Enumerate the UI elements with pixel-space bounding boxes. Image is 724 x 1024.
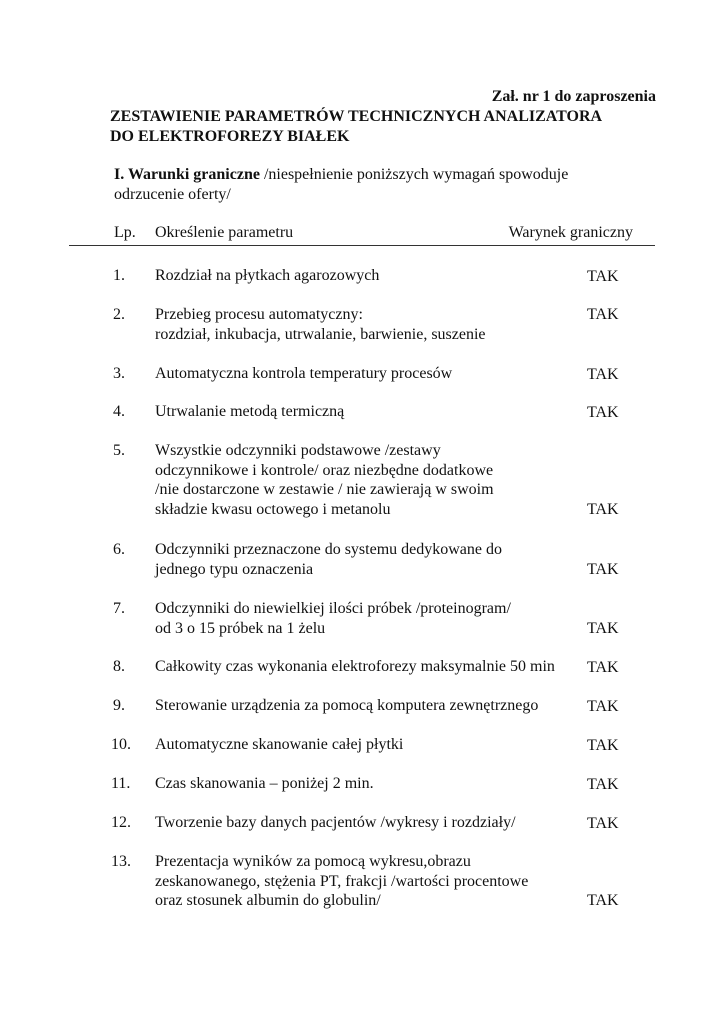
table-row (0, 540, 724, 579)
row-value: TAK (587, 560, 619, 578)
row-value: TAK (587, 736, 619, 754)
row-parameter: Rozdział na płytkach agarozowych (155, 267, 380, 284)
table-row (0, 364, 724, 384)
table-row (0, 441, 724, 519)
row-number: 5. (113, 442, 125, 459)
table-row (0, 305, 724, 344)
table-row (0, 813, 724, 833)
row-number: 9. (113, 697, 125, 714)
table-row (0, 774, 724, 794)
row-parameter: Czas skanowania – poniżej 2 min. (155, 775, 374, 792)
row-value: TAK (587, 619, 619, 637)
attachment-label: Zał. nr 1 do zaproszenia (491, 88, 656, 105)
title-line-2: DO ELEKTROFOREZY BIAŁEK (110, 128, 350, 145)
row-value: TAK (587, 775, 619, 793)
row-number: 3. (113, 365, 125, 382)
table-row (0, 402, 724, 422)
table-row (0, 696, 724, 716)
row-parameter: Automatyczna kontrola temperatury procesów (155, 365, 453, 382)
row-value: TAK (587, 365, 619, 383)
column-header-parameter: Określenie parametru (155, 224, 294, 241)
row-number: 10. (111, 736, 131, 753)
row-number: 1. (113, 267, 125, 284)
row-value: TAK (587, 403, 619, 421)
title-line-1: ZESTAWIENIE PARAMETRÓW TECHNICZNYCH ANALIZATORA (110, 108, 603, 125)
row-number: 6. (113, 541, 125, 558)
row-parameter: Odczynniki do niewielkiej ilości próbek /proteinogram/ od 3 o 15 próbek na 1 żelu (155, 600, 511, 637)
column-header-lp: Lp. (114, 224, 136, 241)
table-row (0, 657, 724, 677)
table-row (0, 852, 724, 910)
row-value: TAK (587, 267, 619, 285)
row-parameter: Całkowity czas wykonania elektroforezy maksymalnie 50 min (155, 658, 555, 675)
row-value: TAK (587, 658, 619, 676)
table-header (0, 224, 724, 244)
row-number: 11. (111, 775, 131, 792)
section-heading-bold: I. Warunki graniczne (114, 166, 260, 183)
section-heading (114, 165, 614, 205)
row-number: 8. (113, 658, 125, 675)
row-value: TAK (587, 697, 619, 715)
table-row (0, 735, 724, 755)
row-number: 7. (113, 600, 125, 617)
row-value: TAK (587, 814, 619, 832)
header-divider (69, 245, 655, 246)
row-parameter: Utrwalanie metodą termiczną (155, 403, 345, 420)
row-parameter: Sterowanie urządzenia za pomocą komputera zewnętrznego (155, 697, 539, 714)
row-value: TAK (587, 500, 619, 518)
row-value: TAK (587, 891, 619, 909)
document-title (110, 107, 670, 147)
row-number: 12. (111, 814, 131, 831)
row-number: 13. (111, 853, 131, 870)
section-heading-note: /niespełnienie poniższych wymagań spowoduje odrzucenie oferty/ (114, 166, 569, 203)
row-number: 4. (113, 403, 125, 420)
table-row (0, 599, 724, 638)
row-value: TAK (587, 306, 619, 323)
row-parameter: Automatyczne skanowanie całej płytki (155, 736, 404, 753)
row-number: 2. (113, 306, 125, 323)
row-parameter: Odczynniki przeznaczone do systemu dedykowane do jednego typu oznaczenia (155, 541, 502, 578)
table-row (0, 266, 724, 286)
column-header-requirement: Warynek graniczny (508, 224, 633, 241)
row-parameter: Przebieg procesu automatyczny: rozdział, inkubacja, utrwalanie, barwienie, suszenie (155, 306, 486, 343)
row-parameter: Wszystkie odczynniki podstawowe /zestawy odczynnikowe i kontrole/ oraz niezbędne dodatkowe /nie dostarczone w zestawie / nie zawierają w swoim składzie kwasu octowego i metanolu (155, 442, 494, 518)
row-parameter: Tworzenie bazy danych pacjentów /wykresy i rozdziały/ (155, 814, 516, 831)
row-parameter: Prezentacja wyników za pomocą wykresu,obrazu zeskanowanego, stężenia PT, frakcji /wartości procentowe oraz stosunek albumin do globulin/ (155, 853, 529, 909)
